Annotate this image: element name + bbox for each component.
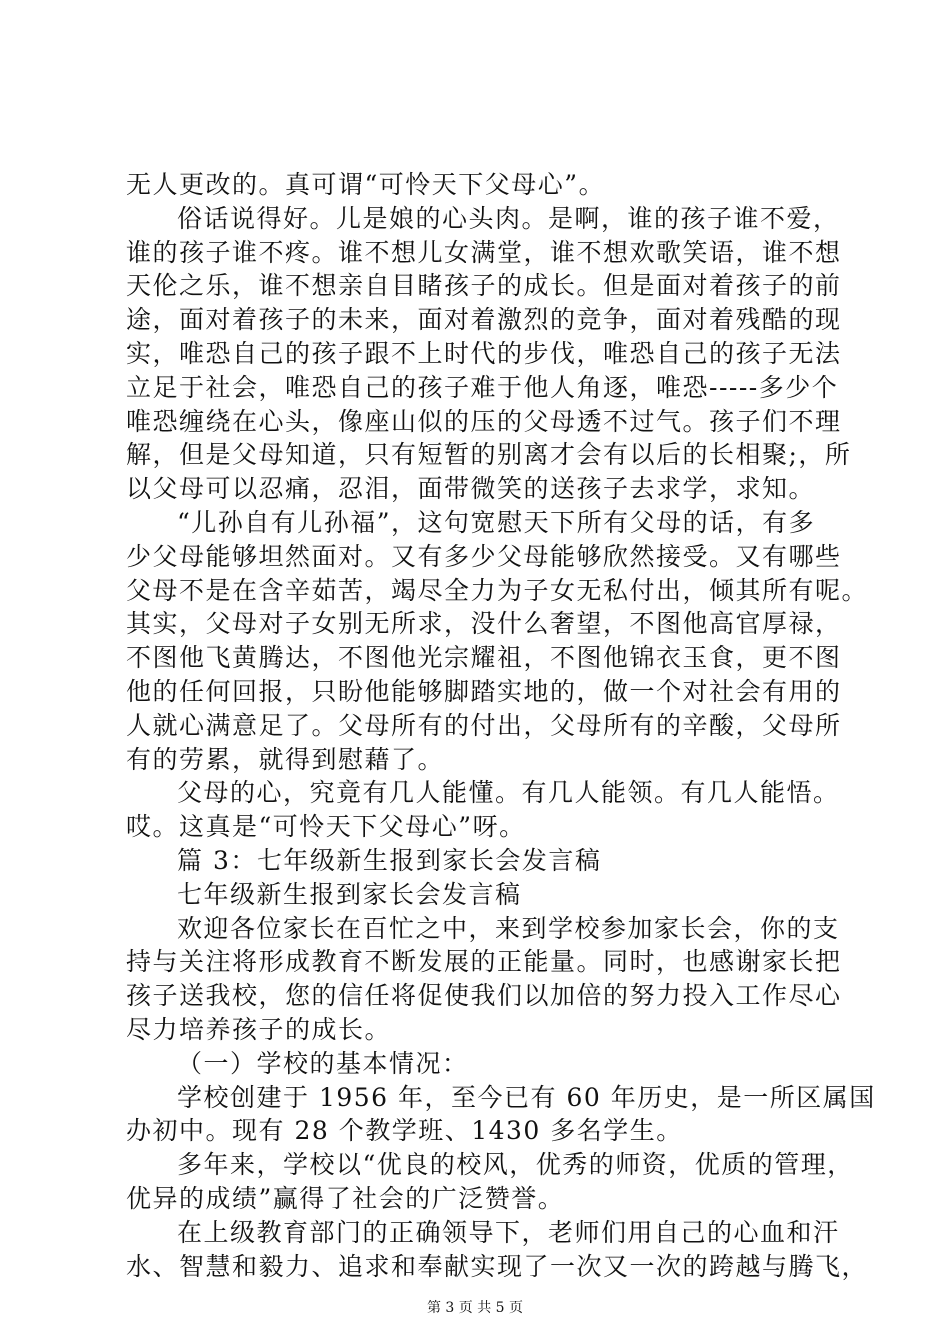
text-line: 实，唯恐自己的孩子跟不上时代的步伐，唯恐自己的孩子无法 bbox=[126, 339, 842, 368]
text-line: 天伦之乐，谁不想亲自目睹孩子的成长。但是面对着孩子的前 bbox=[126, 271, 842, 301]
text-line: 优异的成绩”赢得了社会的广泛赞誉。 bbox=[126, 1184, 565, 1213]
text-line: 办初中。现有 28 个教学班、1430 多名学生。 bbox=[126, 1116, 683, 1146]
text-line: 哎。这真是“可怜天下父母心”呀。 bbox=[126, 812, 526, 842]
text-line: 其实，父母对子女别无所求，没什么奢望，不图他高官厚禄， bbox=[126, 609, 842, 639]
text-line: 父母的心，究竟有几人能懂。有几人能领。有几人能悟。 bbox=[177, 778, 840, 808]
text-line: 水、智慧和毅力、追求和奉献实现了一次又一次的跨越与腾飞， bbox=[126, 1251, 869, 1281]
text-line: 途，面对着孩子的未来，面对着激烈的竞争，面对着残酷的现 bbox=[126, 305, 842, 335]
text-line: 持与关注将形成教育不断发展的正能量。同时，也感谢家长把 bbox=[126, 947, 842, 977]
text-line: 孩子送我校，您的信任将促使我们以加倍的努力投入工作尽心 bbox=[126, 981, 842, 1011]
text-line: 无人更改的。真可谓“可怜天下父母心”。 bbox=[126, 170, 606, 199]
text-line: 不图他飞黄腾达，不图他光宗耀祖，不图他锦衣玉食，更不图 bbox=[126, 643, 842, 673]
text-line: 俗话说得好。儿是娘的心头肉。是啊，谁的孩子谁不爱， bbox=[177, 203, 840, 233]
text-line: 父母不是在含辛茹苦，竭尽全力为子女无私付出，倾其所有呢。 bbox=[126, 575, 869, 605]
text-line: 立足于社会，唯恐自己的孩子难于他人角逐，唯恐-----多少个 bbox=[126, 372, 839, 402]
text-line: 谁的孩子谁不疼。谁不想儿女满堂，谁不想欢歌笑语，谁不想 bbox=[126, 237, 842, 267]
text-line: 解，但是父母知道，只有短暂的别离才会有以后的长相聚;，所 bbox=[126, 440, 852, 470]
text-line: 人就心满意足了。父母所有的付出，父母所有的辛酸，父母所 bbox=[126, 710, 842, 740]
text-line: “儿孙自有儿孙福”，这句宽慰天下所有父母的话，有多 bbox=[177, 508, 816, 537]
text-line: 在上级教育部门的正确领导下，老师们用自己的心血和汗 bbox=[177, 1217, 840, 1247]
text-line: 多年来，学校以“优良的校风，优秀的师资，优质的管理， bbox=[177, 1150, 854, 1180]
section-title: 七年级新生报到家长会发言稿 bbox=[177, 879, 522, 909]
text-line: 有的劳累，就得到慰藉了。 bbox=[126, 744, 445, 774]
text-line: 他的任何回报，只盼他能够脚踏实地的，做一个对社会有用的 bbox=[126, 677, 842, 706]
text-line: 学校创建于 1956 年，至今已有 60 年历史，是一所区属国 bbox=[177, 1082, 876, 1112]
text-line: 欢迎各位家长在百忙之中，来到学校参加家长会，你的支 bbox=[177, 913, 840, 943]
section-heading: 篇 3：七年级新生报到家长会发言稿 bbox=[177, 846, 602, 875]
page-number-footer: 第 3 页 共 5 页 bbox=[426, 1300, 524, 1316]
text-line: 以父母可以忍痛，忍泪，面带微笑的送孩子去求学，求知。 bbox=[126, 474, 816, 504]
subsection-heading: （一）学校的基本情况： bbox=[177, 1048, 469, 1078]
text-line: 尽力培养孩子的成长。 bbox=[126, 1015, 392, 1044]
text-line: 少父母能够坦然面对。又有多少父母能够欣然接受。又有哪些 bbox=[126, 541, 842, 571]
text-line: 唯恐缠绕在心头，像座山似的压的父母透不过气。孩子们不理 bbox=[126, 406, 842, 436]
